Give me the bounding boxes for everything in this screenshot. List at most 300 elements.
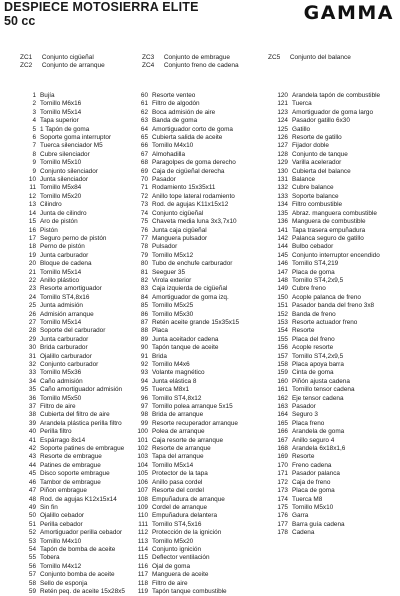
part-number: 82: [140, 276, 148, 284]
part-number: 128: [277, 150, 288, 158]
part-name: Tornillo tensor cadena: [292, 386, 355, 394]
part-row: [268, 487, 380, 495]
part-number: 160: [277, 377, 288, 385]
part-number: 78: [140, 243, 148, 251]
part-name: Brida: [152, 352, 167, 360]
part-name: Resorte recuperador arranque: [152, 419, 238, 427]
part-row: [268, 403, 380, 411]
part-row: [136, 201, 239, 209]
part-name: Conjunto de tanque: [292, 150, 348, 158]
part-name: Filtro de aire: [152, 579, 188, 587]
part-row: [136, 395, 239, 403]
part-name: Tornillo M5x36: [40, 369, 82, 377]
part-name: Paragolpes de goma derecho: [152, 159, 236, 167]
part-name: Junta aceitador cadena: [152, 335, 219, 343]
part-name: Rod. de agujas K11x15x12: [152, 201, 229, 209]
part-number: 115: [137, 554, 148, 562]
part-name: Caja resorte de arranque: [152, 436, 224, 444]
part-number: 125: [277, 125, 288, 133]
part-row: [136, 420, 239, 428]
part-name: Placa de goma: [292, 487, 335, 495]
part-row: [136, 176, 239, 184]
part-name: Placa apoya barra: [292, 361, 344, 368]
part-name: Pulsador: [152, 243, 178, 251]
part-number: 22: [28, 276, 36, 284]
part-name: Sin fin: [40, 503, 58, 511]
part-number: 170: [277, 461, 288, 469]
part-number: 14: [28, 209, 36, 217]
part-number: 83: [140, 285, 148, 293]
part-row: [8, 470, 125, 478]
part-row: [8, 546, 125, 554]
part-name: Placa del freno: [292, 335, 335, 343]
part-number: 178: [277, 529, 288, 537]
part-number: 3: [32, 108, 36, 116]
part-row: [268, 285, 380, 293]
part-number: 76: [140, 226, 148, 234]
part-name: Junta admisión: [40, 302, 83, 310]
part-name: Pasador: [152, 176, 176, 184]
part-row: [268, 479, 380, 487]
part-number: 35: [28, 386, 36, 394]
part-name: Tornillo M5x14: [152, 461, 194, 469]
part-number: 157: [277, 352, 288, 360]
group-code: ZC3: [142, 54, 155, 61]
part-name: Piñon embrague: [40, 487, 87, 495]
part-number: 56: [28, 562, 36, 570]
part-row: [136, 470, 239, 478]
part-name: Junta elástica 8: [152, 377, 197, 385]
part-number: 36: [28, 394, 36, 402]
part-row: [268, 168, 380, 176]
part-name: Perno de pistón: [40, 243, 85, 251]
part-number: 17: [28, 234, 36, 242]
part-number: 24: [28, 293, 36, 301]
group-label: Conjunto cigüeñal: [41, 54, 94, 61]
group-code: ZC5: [268, 54, 281, 61]
part-number: 148: [277, 276, 288, 284]
part-number: 135: [277, 209, 288, 217]
part-name: Tobera: [40, 554, 60, 562]
part-number: 32: [28, 361, 36, 368]
part-name: Pasador gatillo 6x30: [292, 117, 350, 125]
part-row: [136, 134, 239, 142]
part-number: 98: [140, 411, 148, 419]
part-name: Tambor de embrague: [40, 478, 101, 486]
part-name: Filtro de aire: [40, 403, 76, 411]
part-row: [136, 193, 239, 201]
part-number: 109: [137, 503, 148, 511]
group-zc1: [20, 54, 94, 62]
group-zc5: [268, 54, 351, 62]
part-row: [8, 496, 125, 504]
part-number: 23: [28, 285, 36, 293]
part-row: [8, 302, 125, 310]
part-number: 34: [28, 377, 36, 385]
part-number: 30: [28, 344, 36, 352]
part-name: Resorte del cordel: [152, 487, 204, 495]
part-row: [268, 92, 380, 100]
parts-column-3: [268, 92, 380, 538]
part-number: 15: [28, 218, 36, 226]
part-row: [268, 184, 380, 192]
part-name: Perilla filtro: [40, 428, 72, 436]
part-name: Arandela tapón de combustible: [292, 92, 381, 99]
part-number: 124: [277, 117, 288, 125]
part-number: 162: [277, 394, 288, 402]
part-name: Tuerca: [292, 100, 312, 108]
part-name: Tornillo M5x30: [152, 310, 194, 318]
part-number: 27: [28, 318, 36, 326]
part-number: 2: [32, 100, 36, 108]
part-name: Patines de embrague: [40, 461, 101, 469]
part-number: 130: [277, 167, 288, 175]
part-row: [268, 344, 380, 352]
group-zc2: [20, 62, 105, 70]
part-row: [268, 319, 380, 327]
part-number: 46: [28, 478, 36, 486]
part-number: 168: [277, 445, 288, 453]
part-name: Tuerca silenciador M5: [40, 142, 103, 150]
part-number: 44: [28, 461, 36, 469]
part-number: 152: [277, 310, 288, 318]
part-number: 164: [277, 411, 288, 419]
part-number: 133: [277, 192, 288, 200]
part-number: 13: [28, 201, 36, 209]
part-number: 100: [137, 428, 148, 436]
part-name: Ojalillo carburador: [40, 352, 92, 360]
part-row: [136, 311, 239, 319]
part-number: 155: [277, 335, 288, 343]
part-name: Soporte patines de embrague: [40, 445, 125, 453]
part-number: 53: [28, 537, 36, 545]
part-name: Tornillo ST4,5x16: [152, 520, 202, 528]
part-number: 110: [137, 512, 148, 520]
part-number: 102: [137, 445, 148, 453]
part-row: [8, 453, 125, 461]
part-number: 112: [137, 529, 148, 537]
part-number: 147: [277, 268, 288, 276]
part-row: [136, 369, 239, 377]
part-row: [8, 134, 125, 142]
part-row: [8, 126, 125, 134]
part-row: [136, 168, 239, 176]
part-number: 64: [140, 125, 148, 133]
part-number: 123: [277, 108, 288, 116]
part-row: [136, 302, 239, 310]
part-number: 159: [277, 369, 288, 377]
part-row: [8, 428, 125, 436]
document-subtitle: 50 cc: [4, 14, 36, 28]
part-number: 114: [137, 545, 148, 553]
part-row: [136, 184, 239, 192]
part-row: [136, 563, 239, 571]
part-row: [136, 159, 239, 167]
part-name: Resorte venteo: [152, 92, 196, 99]
part-name: Tornillo ST4,2x9,5: [292, 352, 344, 360]
part-row: [268, 126, 380, 134]
part-number: 9: [32, 167, 36, 175]
part-name: Junta carburador: [40, 335, 89, 343]
part-row: [8, 210, 125, 218]
part-name: Pasador banda del freno 3x8: [292, 302, 375, 310]
part-name: Acople resorte: [292, 344, 334, 352]
group-code: ZC2: [20, 62, 33, 69]
part-name: Resorte amortiguador: [40, 285, 102, 293]
part-row: [8, 479, 125, 487]
part-name: Tuerca M8: [292, 495, 323, 503]
part-number: 48: [28, 495, 36, 503]
part-number: 103: [137, 453, 148, 461]
part-name: Placa de goma: [292, 268, 335, 276]
part-number: 166: [277, 428, 288, 436]
part-name: Deflector ventilación: [152, 554, 210, 562]
part-number: 126: [277, 134, 288, 142]
part-number: 58: [28, 579, 36, 587]
part-name: Rod. de agujas K12x15x14: [40, 495, 117, 503]
part-name: Ojal de goma: [152, 562, 191, 570]
part-row: [8, 252, 125, 260]
part-row: [8, 571, 125, 579]
part-number: 63: [140, 117, 148, 125]
part-name: Espárrago 8x14: [40, 436, 86, 444]
part-name: Conjunto bomba de aceite: [40, 571, 115, 579]
part-name: Tornillo M5x84: [40, 184, 82, 192]
part-number: 129: [277, 159, 288, 167]
part-name: Junta carburador: [40, 251, 89, 259]
part-number: 106: [137, 478, 148, 486]
part-number: 119: [137, 587, 148, 595]
part-row: [268, 529, 380, 537]
part-name: Resorte actuador freno: [292, 318, 358, 326]
part-number: 6: [32, 134, 36, 142]
part-number: 85: [140, 302, 148, 310]
part-row: [8, 369, 125, 377]
part-row: [8, 227, 125, 235]
part-name: Varilla acelerador: [292, 159, 342, 167]
part-name: Amortiguador de goma largo: [292, 108, 373, 116]
part-number: 142: [277, 234, 288, 242]
part-row: [268, 369, 380, 377]
part-name: Anillo plástico: [40, 276, 80, 284]
part-name: Conjunto silenciador: [40, 167, 98, 175]
part-row: [8, 235, 125, 243]
part-number: 113: [137, 537, 148, 545]
part-name: Acople palanca de freno: [292, 293, 361, 301]
part-name: Polea de arranque: [152, 428, 205, 436]
part-name: Caja de cigüeñal derecha: [152, 167, 225, 175]
part-number: 94: [140, 377, 148, 385]
part-name: Tornillo M6x16: [40, 100, 82, 108]
part-name: Piñón ajusta cadena: [292, 377, 350, 385]
part-number: 81: [140, 268, 148, 276]
part-number: 117: [137, 571, 148, 579]
part-number: 59: [28, 587, 36, 595]
part-row: [268, 134, 380, 142]
part-name: 1 Tapón de goma: [40, 125, 90, 133]
part-number: 136: [277, 218, 288, 226]
part-row: [8, 201, 125, 209]
part-number: 134: [277, 201, 288, 209]
part-row: [136, 479, 239, 487]
part-number: 29: [28, 335, 36, 343]
part-row: [268, 294, 380, 302]
part-name: Arandela de goma: [292, 428, 345, 436]
part-name: Gatillo: [292, 125, 311, 133]
part-row: [8, 294, 125, 302]
part-row: [136, 512, 239, 520]
part-row: [136, 361, 239, 369]
part-number: 150: [277, 293, 288, 301]
part-row: [8, 462, 125, 470]
part-name: Freno cadena: [292, 461, 332, 469]
part-number: 93: [140, 369, 148, 377]
part-row: [8, 243, 125, 251]
part-name: Tornillo M4x6: [152, 361, 190, 368]
part-name: Resorte: [292, 327, 315, 335]
part-number: 145: [277, 251, 288, 259]
part-number: 141: [277, 226, 288, 234]
part-number: 80: [140, 260, 148, 268]
part-row: [268, 109, 380, 117]
part-name: Manguera pulsador: [152, 234, 208, 242]
part-number: 172: [277, 478, 288, 486]
part-row: [136, 142, 239, 150]
part-number: 95: [140, 386, 148, 394]
part-row: [8, 117, 125, 125]
part-row: [268, 327, 380, 335]
part-number: 55: [28, 554, 36, 562]
part-name: Tapa del arranque: [152, 453, 204, 461]
part-number: 84: [140, 293, 148, 301]
part-number: 91: [140, 352, 148, 360]
part-name: Tubo de enchufe carburador: [152, 260, 233, 268]
part-row: [268, 151, 380, 159]
part-name: Tapón tanque combustible: [152, 587, 227, 595]
part-row: [8, 159, 125, 167]
group-zc3: [142, 54, 230, 62]
part-row: [8, 563, 125, 571]
part-row: [8, 218, 125, 226]
part-number: 96: [140, 394, 148, 402]
part-number: 111: [138, 520, 148, 528]
part-name: Cubierta del balance: [292, 167, 351, 175]
part-name: Tornillo M4x10: [40, 537, 82, 545]
part-row: [136, 529, 239, 537]
part-row: [268, 521, 380, 529]
part-number: 51: [28, 520, 36, 528]
part-number: 38: [28, 411, 36, 419]
part-name: Arandela 6x18x1,6: [292, 445, 346, 453]
part-number: 12: [28, 192, 36, 200]
part-row: [268, 235, 380, 243]
part-number: 87: [140, 318, 148, 326]
part-name: Admisión arranque: [40, 310, 94, 318]
part-row: [136, 327, 239, 335]
part-row: [8, 151, 125, 159]
part-name: Anillo seguro 4: [292, 436, 335, 444]
brand-logo: GAMMA: [303, 2, 394, 24]
part-row: [268, 260, 380, 268]
part-row: [136, 453, 239, 461]
part-number: 45: [28, 470, 36, 478]
part-row: [8, 285, 125, 293]
part-name: Retén aceite grande 15x35x15: [152, 318, 240, 326]
part-name: Filtro combustible: [292, 201, 343, 209]
part-name: Cordel de arranque: [152, 503, 208, 511]
part-number: 60: [140, 92, 148, 99]
part-name: Anillo tope lateral rodamiento: [152, 192, 235, 200]
part-row: [136, 445, 239, 453]
part-row: [8, 538, 125, 546]
part-name: Banda de freno: [292, 310, 336, 318]
part-name: Chaveta media luna 3x3,7x10: [152, 218, 237, 226]
part-number: 127: [277, 142, 288, 150]
part-name: Banda de goma: [152, 117, 198, 125]
part-name: Tornillo M5x14: [40, 108, 82, 116]
part-name: Tapa trasera empuñadura: [292, 226, 366, 234]
part-name: Tornillo ST4,8x12: [152, 394, 202, 402]
part-number: 72: [140, 192, 148, 200]
part-number: 18: [28, 243, 36, 251]
part-name: Resorte de arranque: [152, 445, 211, 453]
part-row: [136, 269, 239, 277]
part-name: Cubierta del filtro de aire: [40, 411, 110, 419]
part-row: [268, 428, 380, 436]
part-name: Tapa superior: [40, 117, 79, 125]
part-name: Junta caja cigüeñal: [152, 226, 207, 234]
part-row: [8, 361, 125, 369]
part-row: [136, 151, 239, 159]
part-row: [8, 378, 125, 386]
part-row: [8, 529, 125, 537]
part-name: Caño admisión: [40, 377, 83, 385]
part-number: 21: [28, 268, 36, 276]
part-row: [136, 344, 239, 352]
part-name: Caja de freno: [292, 478, 331, 486]
part-row: [8, 109, 125, 117]
part-number: 43: [28, 453, 36, 461]
part-name: Pistón: [40, 226, 58, 234]
part-name: Bujía: [40, 92, 55, 99]
part-row: [8, 411, 125, 419]
part-name: Tornillo M5x14: [40, 268, 82, 276]
part-number: 7: [32, 142, 36, 150]
part-row: [136, 487, 239, 495]
part-row: [268, 420, 380, 428]
part-row: [268, 302, 380, 310]
part-number: 4: [32, 117, 36, 125]
part-name: Tuerca M8x1: [152, 386, 190, 394]
part-name: Resorte de embrague: [40, 453, 102, 461]
part-number: 75: [140, 218, 148, 226]
part-row: [268, 210, 380, 218]
part-number: 41: [28, 436, 36, 444]
group-code: ZC4: [142, 62, 155, 69]
part-number: 120: [277, 92, 288, 99]
part-row: [268, 361, 380, 369]
part-row: [136, 462, 239, 470]
part-name: Tornillo ST4,219: [292, 260, 339, 268]
part-number: 31: [28, 352, 36, 360]
part-number: 88: [140, 327, 148, 335]
part-row: [8, 386, 125, 394]
part-name: Conjunto ignición: [152, 545, 202, 553]
part-name: Cubierta salida de aceite: [152, 134, 223, 142]
part-number: 176: [277, 512, 288, 520]
part-number: 171: [277, 470, 288, 478]
part-row: [8, 184, 125, 192]
